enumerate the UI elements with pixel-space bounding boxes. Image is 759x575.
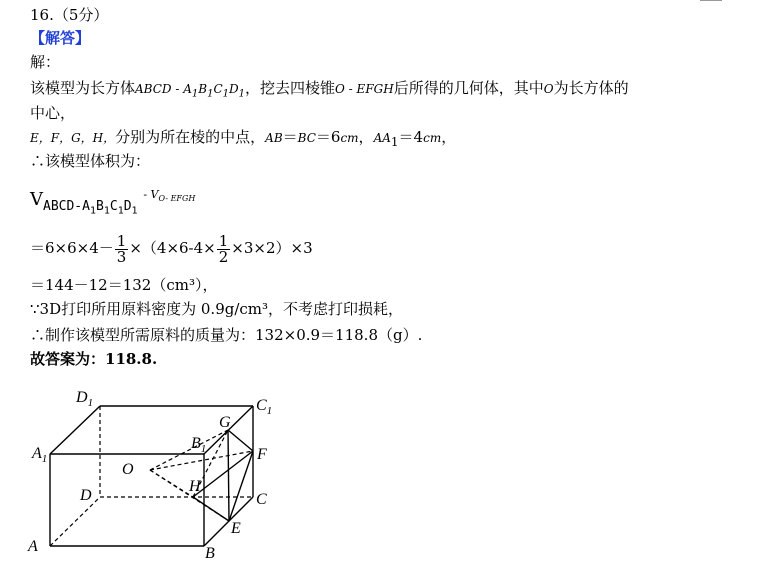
label-A: A — [28, 538, 38, 555]
text-span: 分别为所在棱的中点， — [115, 128, 266, 146]
text-span: ×3×2）×3 — [231, 239, 313, 257]
text-span: 1 — [200, 443, 207, 455]
text-span: 3 — [116, 247, 127, 266]
label-C: C — [256, 491, 267, 508]
hidden-edge-OG — [150, 430, 228, 470]
label-H: H — [189, 478, 201, 495]
text-span: cm — [423, 131, 442, 145]
text-span: O- EFGH — [158, 194, 196, 204]
text-span: ＝6×6×4－ — [30, 239, 114, 257]
therefore-volume: ∴该模型体积为： — [30, 152, 151, 170]
solution-paragraph-2: 中心， — [30, 104, 76, 122]
label-D: D — [80, 487, 92, 504]
volume-expression: $V_{ABCD-A_1B_1C_1D_1}$ $^{- V_{O- EFGH}}$ — [30, 188, 196, 217]
text-span: 1 — [116, 231, 127, 250]
solution-label: 解： — [30, 53, 61, 71]
hidden-edge-AD — [50, 497, 100, 546]
text-span: O - EFGH — [335, 82, 394, 96]
label-A1 — [31, 445, 47, 465]
edge-GF — [228, 430, 253, 451]
text-span: C — [256, 397, 267, 414]
text-span: cm — [340, 131, 359, 145]
text-span: V — [30, 189, 43, 210]
text-span: 1 — [41, 453, 48, 465]
text-span: B — [191, 435, 201, 452]
text-span: 2 — [218, 247, 229, 266]
solution-paragraph-3: E，F，G，H，分别为所在棱的中点，AB＝BC＝6cm，$AA_1=4cm$， — [30, 128, 457, 149]
mass-statement: ∴制作该模型所需原料的质量为：132×0.9＝118.8（g）. — [30, 326, 423, 344]
text-span: 1 — [218, 231, 229, 250]
text-span: 为长方体的 — [553, 79, 629, 97]
label-D1 — [75, 389, 93, 409]
text-span: BC — [297, 131, 316, 145]
text-span: 1 — [87, 397, 94, 409]
question-number: 16.（5分） — [30, 6, 109, 24]
text-span: A — [32, 445, 42, 462]
text-span: AA — [373, 131, 391, 145]
text-span: AB — [265, 131, 283, 145]
label-B1 — [191, 435, 206, 455]
edge-HF — [193, 451, 253, 497]
label-F: F — [257, 446, 267, 463]
solution-paragraph-1: 该模型为长方体ABCD - $A_1B_1C_1D_1$，挖去四棱锥O - EFGH后所得的几何体，其中O为长方体的 — [30, 79, 629, 100]
text-span: ABCD-A — [43, 198, 90, 214]
text-span: D — [76, 389, 88, 406]
text-span: ABCD - A — [135, 82, 192, 96]
edge-A1D1 — [50, 406, 100, 454]
text-span: 1 — [266, 405, 273, 417]
label-C1 — [256, 397, 272, 417]
text-span: ，挖去四棱锥 — [245, 79, 336, 97]
text-span: 该模型为长方体 — [30, 79, 136, 97]
label-B: B — [205, 545, 215, 562]
text-span: ×（4×6-4× — [129, 239, 216, 257]
text-span: O — [543, 82, 554, 96]
text-span: E，F，G，H， — [30, 131, 116, 145]
edge-GE — [228, 430, 229, 521]
edge-FE — [229, 451, 253, 521]
text-span: 后所得的几何体，其中 — [393, 79, 544, 97]
final-answer: 故答案为：118.8. — [30, 350, 158, 368]
label-O: O — [122, 461, 134, 478]
label-E: E — [231, 520, 241, 537]
text-span: - V — [143, 188, 159, 201]
calculation-line-2: ＝144－12＝132（cm³）， — [30, 276, 218, 294]
answer-header: 【解答】 — [30, 29, 91, 47]
label-G: G — [219, 414, 231, 431]
density-statement: ∵3D打印所用原料密度为 0.9g/cm³，不考虑打印损耗， — [30, 300, 404, 318]
